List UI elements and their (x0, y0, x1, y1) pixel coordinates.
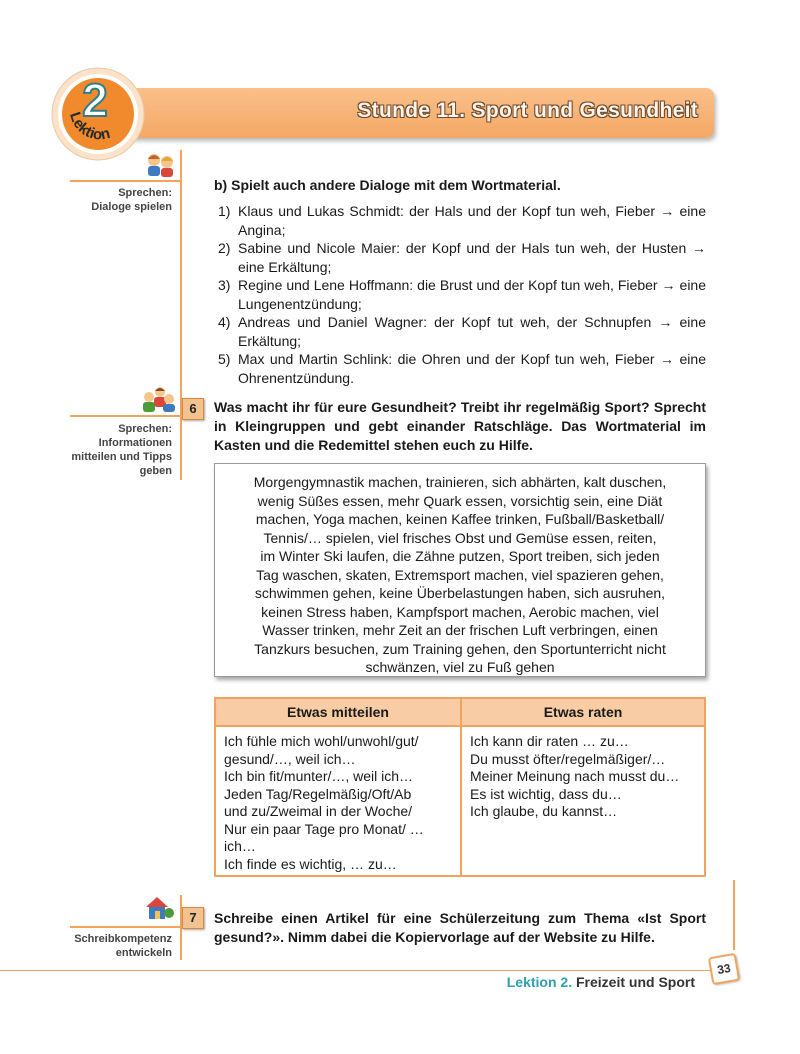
page-title: Stunde 11. Sport und Gesundheit (357, 99, 698, 122)
side-rule (70, 180, 182, 182)
table-divider (460, 699, 462, 875)
list-item: 5) Max und Martin Schlink: die Ohren und der Kopf tun weh, Fieber → eine Ohrenentzündung. (218, 351, 706, 386)
group-talking-icon (140, 385, 176, 413)
list-item: 3) Regine und Lene Hoffmann: die Brust und der Kopf tun weh, Fieber → eine Lungenentzündung; (218, 277, 706, 312)
side-label-writing: Schreibkompetenz entwickeln (74, 933, 172, 959)
column-header: Etwas mitteilen (287, 704, 389, 720)
task-6-text: Was macht ihr für eure Gesundheit? Treibt ihr regelmäßig Sport? Sprecht in Kleingruppen und gebt einander Ratschläge. Das Wortmaterial im Kasten und die Redemittel stehen euch zu Hilfe. (214, 399, 706, 453)
footer-topic: Freizeit und Sport (576, 974, 695, 990)
column-header: Etwas raten (543, 704, 623, 720)
list-item: 2) Sabine und Nicole Maier: der Kopf und der Hals tun weh, der Husten → eine Erkältung; (218, 240, 706, 275)
lesson-word: Lektion (66, 110, 112, 144)
side-rule (70, 926, 182, 928)
house-writing-icon (143, 893, 175, 921)
side-rule (70, 415, 182, 417)
page-number: 33 (708, 953, 740, 985)
task-number-badge: 6 (182, 398, 204, 420)
task-b-list (218, 202, 706, 387)
footer-lesson: Lektion 2. (506, 974, 573, 990)
footer-rule (0, 970, 733, 971)
word-material-text: Morgengymnastik machen, trainieren, sich abhärten, kalt duschen, wenig Süßes essen, mehr Quark essen, vorsichtig sein, eine Diät machen, Yoga machen, keinen Kaffee trinken, Fußball/Basketball/ Tennis/… spielen, viel frisches Obst und Gemüse essen, reiten, im Winter Ski laufen, die Zähne putzen, Sport treiben, sich jeden Tag waschen, skaten, Extremsport machen, viel spazieren gehen, schwimmen gehen, keine Überbelastungen haben, sich ausruhen, keinen Stress haben, Kampfsport machen, Aerobic machen, viel Wasser trinken, mehr Zeit an der frischen Luft verbringen, einen Tanzkurs besuchen, zum Training gehen, den Sportunterricht nicht schwänzen, viel zu Fuß gehen (253, 474, 667, 675)
task-number-badge: 7 (182, 907, 204, 929)
table-column-left: Ich fühle mich wohl/unwohl/gut/ gesund/…, weil ich… Ich bin fit/munter/…, weil ich… Jeden Tag/Regelmäßig/Oft/Ab und zu/Zweimal in der Woche/ Nur ein paar Tage pro Monat/ … ich… Ich finde es wichtig, … zu… (224, 733, 424, 872)
header-banner (100, 88, 714, 138)
lesson-badge (50, 66, 146, 162)
side-label-speaking-dialogs: Sprechen: Dialoge spielen (91, 187, 172, 213)
phrase-table (214, 697, 706, 877)
task-b-heading: b) Spielt auch andere Dialoge mit dem Wortmaterial. (214, 177, 561, 193)
word-material-box (214, 463, 706, 677)
kids-talking-icon (144, 150, 176, 178)
side-label-speaking-info: Sprechen: Informationen mitteilen und Tipps geben (71, 423, 172, 477)
margin-line (180, 150, 182, 390)
footer-title (507, 974, 695, 990)
list-item: 4) Andreas und Daniel Wagner: der Kopf tut weh, der Schnupfen → eine Erkältung; (218, 314, 706, 349)
lesson-number: 2 (82, 74, 108, 126)
task-7-text: Schreibe einen Artikel für eine Schülerzeitung zum Thema «Ist Sport gesund?». Nimm dabei die Kopiervorlage auf der Website zu Hilfe. (214, 910, 706, 945)
margin-line (733, 880, 735, 950)
list-item: 1) Klaus und Lukas Schmidt: der Hals und der Kopf tun weh, Fieber → eine Angina; (218, 203, 706, 238)
table-column-right: Ich kann dir raten … zu… Du musst öfter/regelmäßiger/… Meiner Meinung nach musst du… Es ist wichtig, dass du… Ich glaube, du kannst… (470, 733, 680, 819)
